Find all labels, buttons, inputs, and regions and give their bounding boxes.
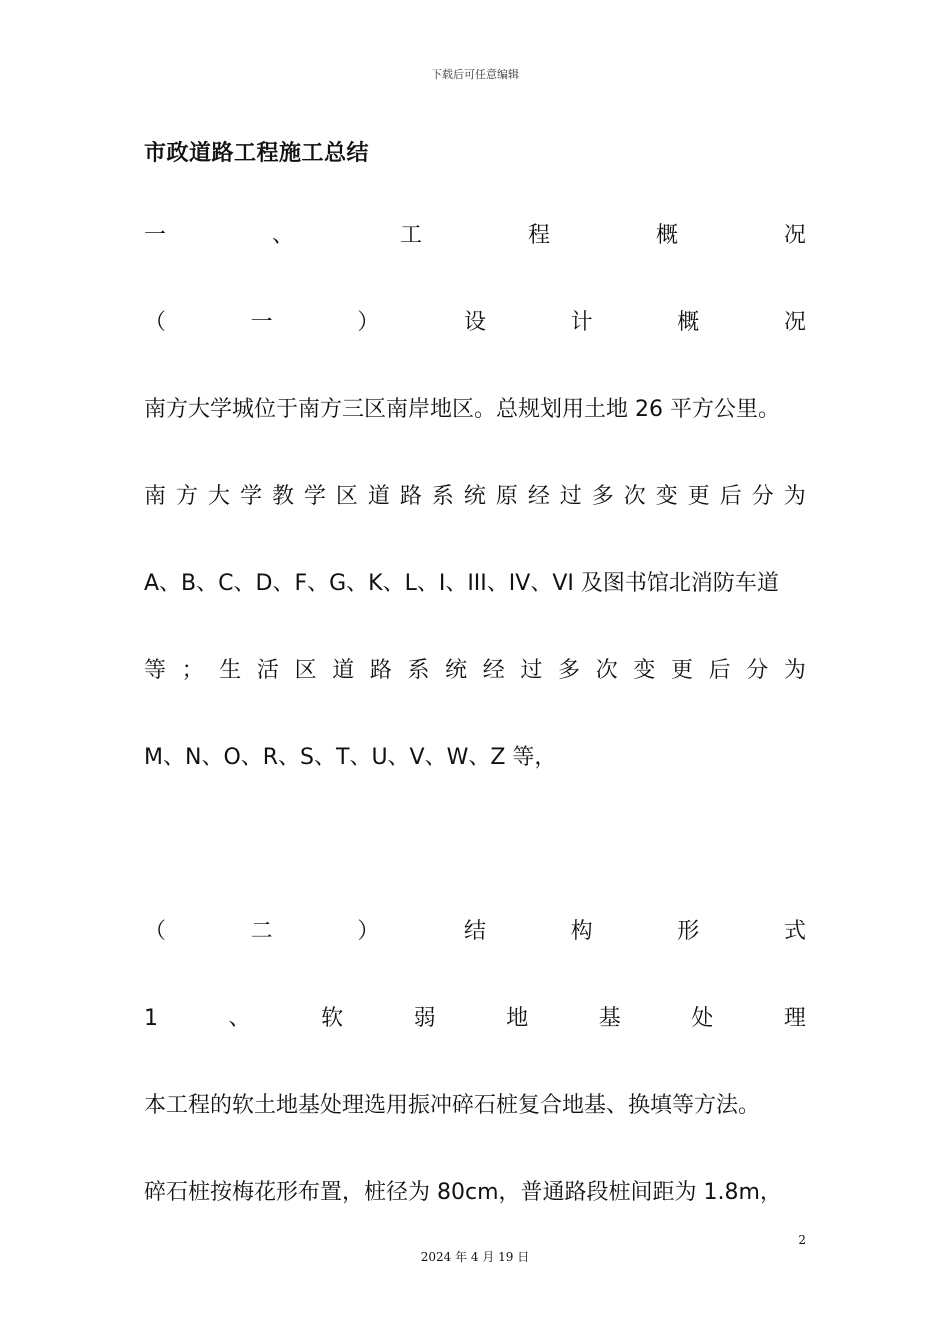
page-number: 2: [798, 1233, 806, 1247]
justified-char: 统: [445, 658, 468, 683]
justified-char: 况: [783, 310, 806, 335]
justified-char: 区: [294, 658, 317, 683]
justified-char: 后: [719, 484, 742, 509]
justified-char: 分: [751, 484, 774, 509]
justified-char: 程: [527, 223, 550, 248]
justified-char: 变: [655, 484, 678, 509]
justified-char: 系: [431, 484, 454, 509]
justified-char: 处: [691, 1006, 714, 1031]
justified-char: 变: [633, 658, 656, 683]
justified-char: 方: [175, 484, 198, 509]
justified-char: 经: [527, 484, 550, 509]
justified-char: 大: [207, 484, 230, 509]
justified-char: 经: [482, 658, 505, 683]
justified-char: 为: [783, 484, 806, 509]
justified-char: 分: [746, 658, 769, 683]
justified-char: 况: [783, 223, 806, 248]
paragraph-line: [144, 482, 806, 512]
justified-char: 道: [332, 658, 355, 683]
justified-char: 后: [708, 658, 731, 683]
justified-char: 1: [144, 1006, 158, 1031]
justified-char: ）: [357, 310, 380, 335]
justified-char: 南: [144, 484, 167, 509]
justified-char: 计: [570, 310, 593, 335]
section-heading-1: [144, 221, 806, 251]
paragraph-line: [144, 656, 806, 686]
justified-char: 道: [367, 484, 390, 509]
justified-char: 更: [670, 658, 693, 683]
justified-char: 等: [144, 658, 167, 683]
justified-char: 弱: [413, 1006, 436, 1031]
justified-char: 为: [783, 658, 806, 683]
justified-char: ；: [181, 658, 204, 683]
page-footer-date: 2024 年 4 月 19 日: [420, 1250, 530, 1264]
justified-char: 概: [677, 310, 700, 335]
justified-char: 构: [570, 919, 593, 944]
justified-char: 二: [250, 919, 273, 944]
justified-char: 理: [783, 1006, 806, 1031]
subsection-heading-1-1: [144, 308, 806, 338]
justified-char: （: [144, 310, 167, 335]
justified-char: （: [144, 919, 167, 944]
subsection-heading-soft-foundation: [144, 1004, 806, 1034]
justified-char: 原: [495, 484, 518, 509]
justified-char: 教: [271, 484, 294, 509]
justified-char: 次: [623, 484, 646, 509]
paragraph-line: 本工程的软土地基处理选用振冲碎石桩复合地基、换填等方法。: [144, 1093, 761, 1118]
justified-char: 结: [463, 919, 486, 944]
justified-char: 形: [677, 919, 700, 944]
justified-char: 概: [655, 223, 678, 248]
justified-char: 一: [144, 223, 167, 248]
justified-char: 路: [369, 658, 392, 683]
justified-char: 多: [558, 658, 581, 683]
justified-char: 统: [463, 484, 486, 509]
paragraph-line: 碎石桩按梅花形布置，桩径为 80cm，普通路段桩间距为 1.8m，: [144, 1180, 782, 1205]
justified-char: 设: [463, 310, 486, 335]
page-header: 下载后可任意编辑: [431, 68, 519, 81]
justified-char: 一: [250, 310, 273, 335]
document-title: 市政道路工程施工总结: [144, 141, 370, 166]
justified-char: 学: [303, 484, 326, 509]
justified-char: 、: [228, 1006, 251, 1031]
justified-char: 地: [506, 1006, 529, 1031]
justified-char: 路: [399, 484, 422, 509]
justified-char: 基: [598, 1006, 621, 1031]
justified-char: 活: [256, 658, 279, 683]
paragraph-line: 南方大学城位于南方三区南岸地区。总规划用土地 26 平方公里。: [144, 397, 780, 422]
subsection-heading-1-2: [144, 917, 806, 947]
justified-char: 区: [335, 484, 358, 509]
justified-char: 学: [239, 484, 262, 509]
justified-char: 系: [407, 658, 430, 683]
justified-char: 式: [783, 919, 806, 944]
justified-char: 过: [520, 658, 543, 683]
justified-char: 次: [595, 658, 618, 683]
justified-char: 、: [271, 223, 294, 248]
justified-char: 更: [687, 484, 710, 509]
justified-char: 软: [321, 1006, 344, 1031]
justified-char: 多: [591, 484, 614, 509]
paragraph-line: A、B、C、D、F、G、K、L、I、III、IV、VI 及图书馆北消防车道: [144, 571, 779, 596]
paragraph-line: M、N、O、R、S、T、U、V、W、Z 等，: [144, 745, 557, 770]
justified-char: 过: [559, 484, 582, 509]
justified-char: 工: [399, 223, 422, 248]
justified-char: ）: [357, 919, 380, 944]
justified-char: 生: [219, 658, 242, 683]
